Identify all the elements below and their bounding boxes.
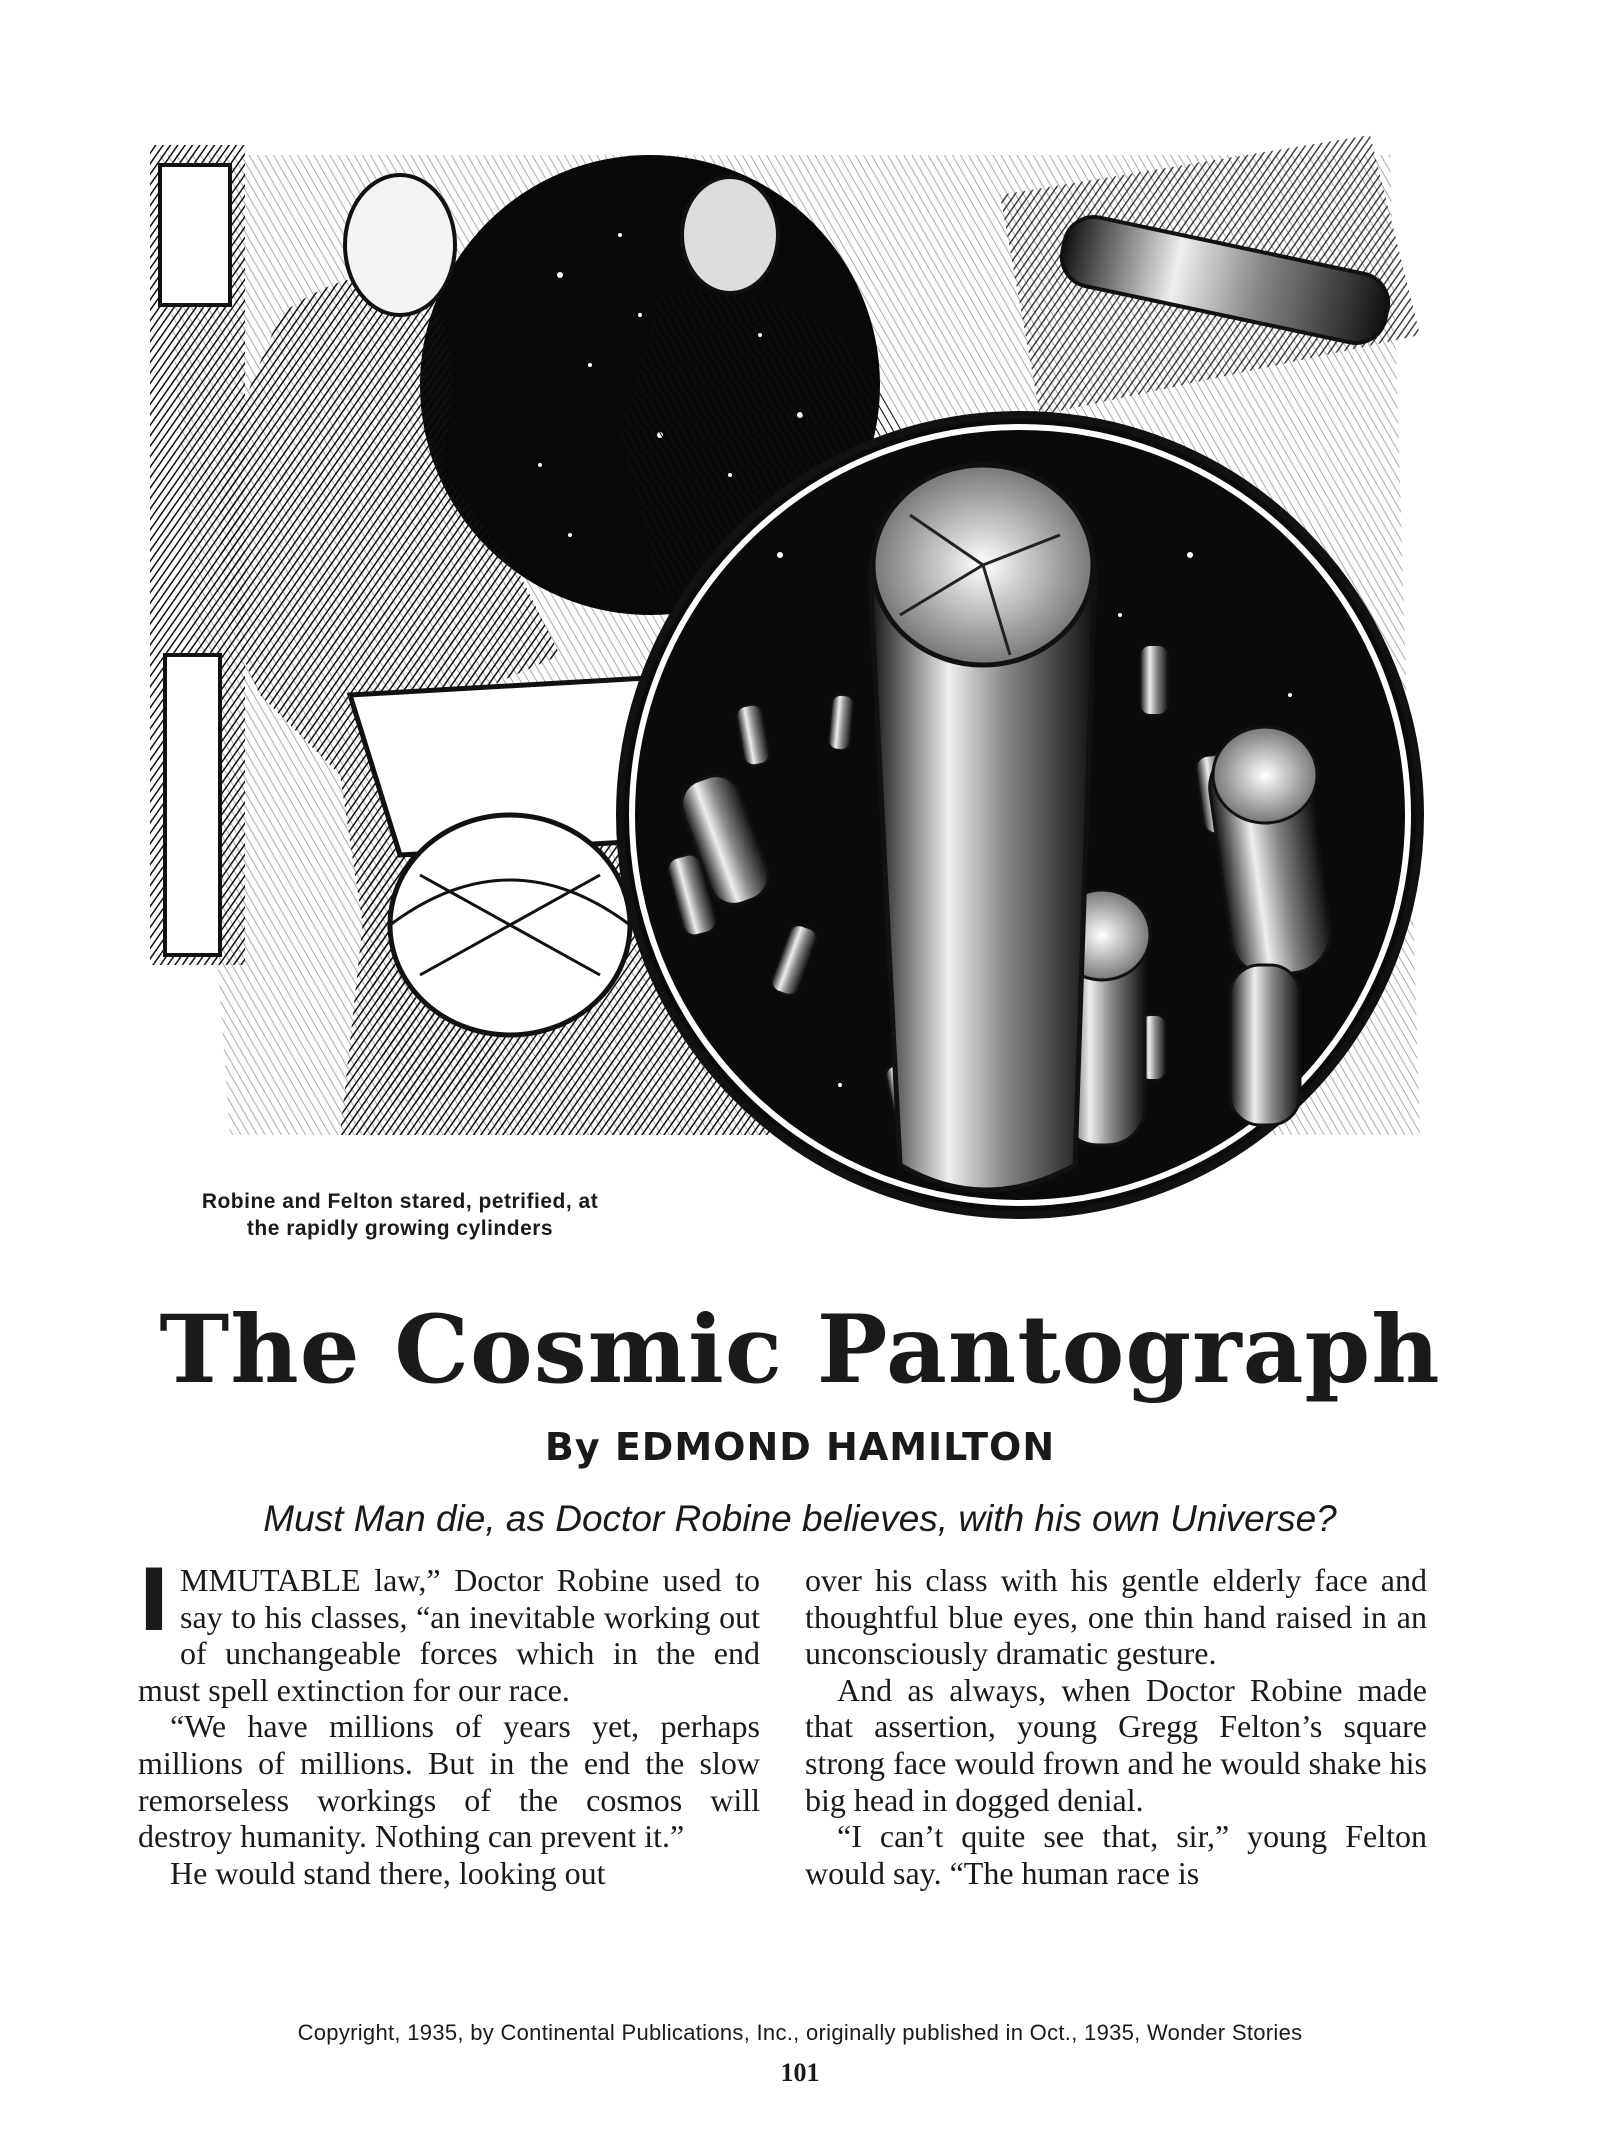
story-illustration: [140, 135, 1440, 1245]
drop-cap: I: [138, 1551, 170, 1651]
paragraph: over his class with his gentle elderly face and thoughtful blue eyes, one thin hand raised in an unconsciously dramatic gesture.: [805, 1562, 1427, 1672]
copyright-notice: Copyright, 1935, by Continental Publications, Inc., originally published in Oct., 1935, Wonder Stories: [297, 2020, 1303, 2045]
paragraph: “We have millions of years yet, perhaps millions of millions. But in the end the slow remorseless workings of the cosmos will destroy humanity. Nothing can prevent it.”: [138, 1708, 760, 1855]
author-byline: By EDMOND HAMILTON: [544, 1425, 1056, 1469]
page-number: 101: [780, 2058, 820, 2087]
story-subtitle: Must Man die, as Doctor Robine believes, with his own Universe?: [263, 1498, 1337, 1539]
paragraph-text: MMUTABLE law,” Doctor Robine used to say to his classes, “an inevitable working out of unchangeable forces which in the end must spell extinction for our race.: [138, 1562, 760, 1708]
text-column-right: [805, 1562, 1427, 1891]
caption-line-2: the rapidly growing cylinders: [246, 1217, 554, 1240]
paragraph: He would stand there, looking out: [170, 1854, 606, 1891]
paragraph: [138, 1551, 760, 1708]
illustration-caption: [150, 1188, 650, 1242]
caption-line-1: Robine and Felton stared, petrified, at: [201, 1190, 599, 1213]
paragraph: And as always, when Doctor Robine made that assertion, young Gregg Felton’s square strong face would frown and he would shake his big head in dogged denial.: [805, 1671, 1427, 1818]
story-title: The Cosmic Pantograph: [159, 1295, 1441, 1405]
text-column-left: [138, 1551, 760, 1891]
paragraph: “I can’t quite see that, sir,” young Felton would say. “The human race is: [805, 1818, 1427, 1891]
